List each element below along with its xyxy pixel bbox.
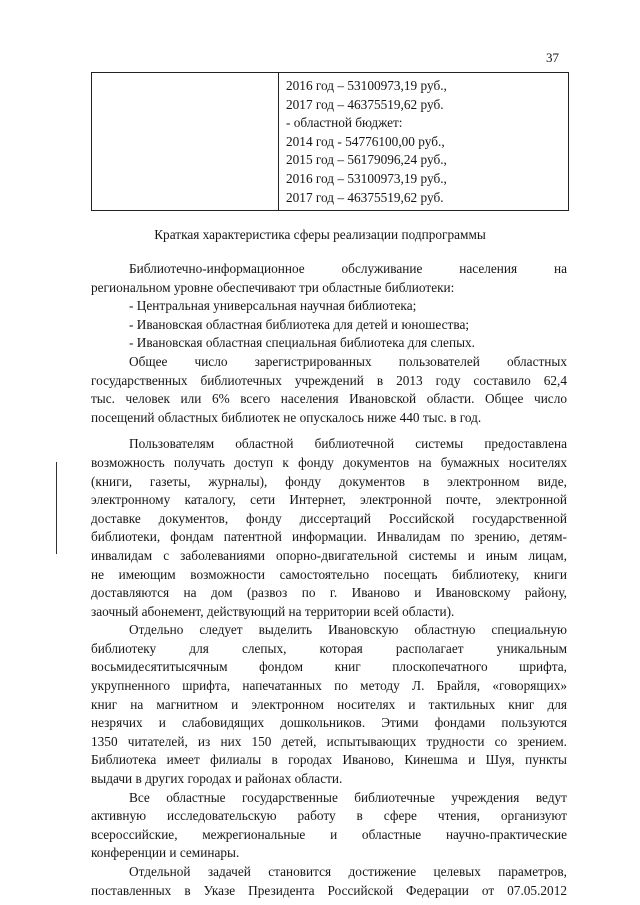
body-line: всероссийские, межрегиональные и областные научно-практические <box>91 826 567 842</box>
body-line: Отдельной задачей становится достижение целевых параметров, <box>129 864 567 879</box>
body-line: посещений областных библиотек не опускалось ниже 440 тыс. в год. <box>91 409 482 425</box>
body-line: укрупненного шрифта, напечатанных по методу Л. Брайля, «говорящих» <box>91 678 567 694</box>
body-line: поставленных в Указе Президента Российской Федерации от 07.05.2012 <box>91 882 567 898</box>
body-text <box>91 260 567 900</box>
body-line: доставке документов, фонду диссертаций Российской государственной <box>91 510 567 526</box>
margin-mark <box>56 462 57 554</box>
budget-line: 2017 год – 46375519,62 руб. <box>286 96 444 112</box>
budget-line: 2014 год - 54776100,00 руб., <box>286 133 445 149</box>
body-line: восьмидесятитысячным фондом книг плоскопечатного шрифта, <box>91 659 567 675</box>
page-number: 37 <box>546 50 559 65</box>
body-line: Отдельно следует выделить Ивановскую областную специальную <box>129 622 567 638</box>
body-line: выдачи в других городах и районах области. <box>91 771 343 787</box>
body-line: региональном уровне обеспечивают три областные библиотеки: <box>91 279 455 295</box>
body-line: Все областные государственные библиотечные учреждения ведут <box>129 789 567 805</box>
budget-line: - областной бюджет: <box>286 115 403 131</box>
body-line: - Ивановская областная специальная библиотека для слепых. <box>129 335 475 351</box>
body-line: тыс. человек или 6% всего населения Ивановской области. Общее число <box>91 391 567 407</box>
body-line: книг на магнитном и электронном носителях и тактильных книг для <box>91 696 567 712</box>
body-line: 1350 читателей, из них 150 детей, испытывающих трудности со зрением. <box>91 733 567 749</box>
body-line: активную исследовательскую работу в сфере чтения, организуют <box>91 808 567 824</box>
body-line: (книги, газеты, журналы), фонду документов в электронном виде, <box>91 473 567 489</box>
body-line: государственных библиотечных учреждений в 2013 году составило 62,4 <box>91 372 567 388</box>
body-line: заочный абонемент, действующий на территории всей области). <box>91 603 455 619</box>
body-line: библиотеку для слепых, которая располагает уникальным <box>91 640 567 656</box>
budget-line: 2015 год – 56179096,24 руб., <box>286 152 447 168</box>
body-line: не имеющим возможности самостоятельно посещать библиотеку, книги <box>91 566 567 582</box>
body-line: Общее число зарегистрированных пользователей областных <box>129 353 567 369</box>
body-line: Библиотечно-информационное обслуживание населения на <box>129 261 567 276</box>
body-line: Пользователям областной библиотечной системы предоставлена <box>129 436 567 452</box>
budget-line: 2016 год – 53100973,19 руб., <box>286 170 447 186</box>
body-line: - Центральная универсальная научная библиотека; <box>129 298 417 314</box>
body-line: библиотеки, фондам патентной информации. Инвалидам по зрению, детям- <box>91 529 567 545</box>
budget-line: 2016 год – 53100973,19 руб., <box>286 78 447 93</box>
budget-table <box>91 72 569 211</box>
body-line: незрячих и слабовидящих дошкольников. Этими фондами пользуются <box>91 715 567 731</box>
body-line: электронному каталогу, сети Интернет, электронной почте, электронной <box>91 492 567 508</box>
section-title: Краткая характеристика сферы реализации подпрограммы <box>154 227 486 242</box>
budget-line: 2017 год – 46375519,62 руб. <box>286 189 444 205</box>
body-line: инвалидам с заболеваниями опорно-двигательной системы и иным лицам, <box>91 547 567 563</box>
body-line: конференции и семинары. <box>91 845 240 861</box>
budget-lines <box>286 77 566 207</box>
body-line: доставляются на дом (развоз по г. Иваново и Ивановскому району, <box>91 585 567 601</box>
body-line: возможность получать доступ к фонду документов на бумажных носителях <box>91 454 567 470</box>
table-divider <box>278 73 279 210</box>
body-line: - Ивановская областная библиотека для детей и юношества; <box>129 316 470 332</box>
body-line: Библиотека имеет филиалы в городах Иваново, Кинешма и Шуя, пункты <box>91 752 567 768</box>
